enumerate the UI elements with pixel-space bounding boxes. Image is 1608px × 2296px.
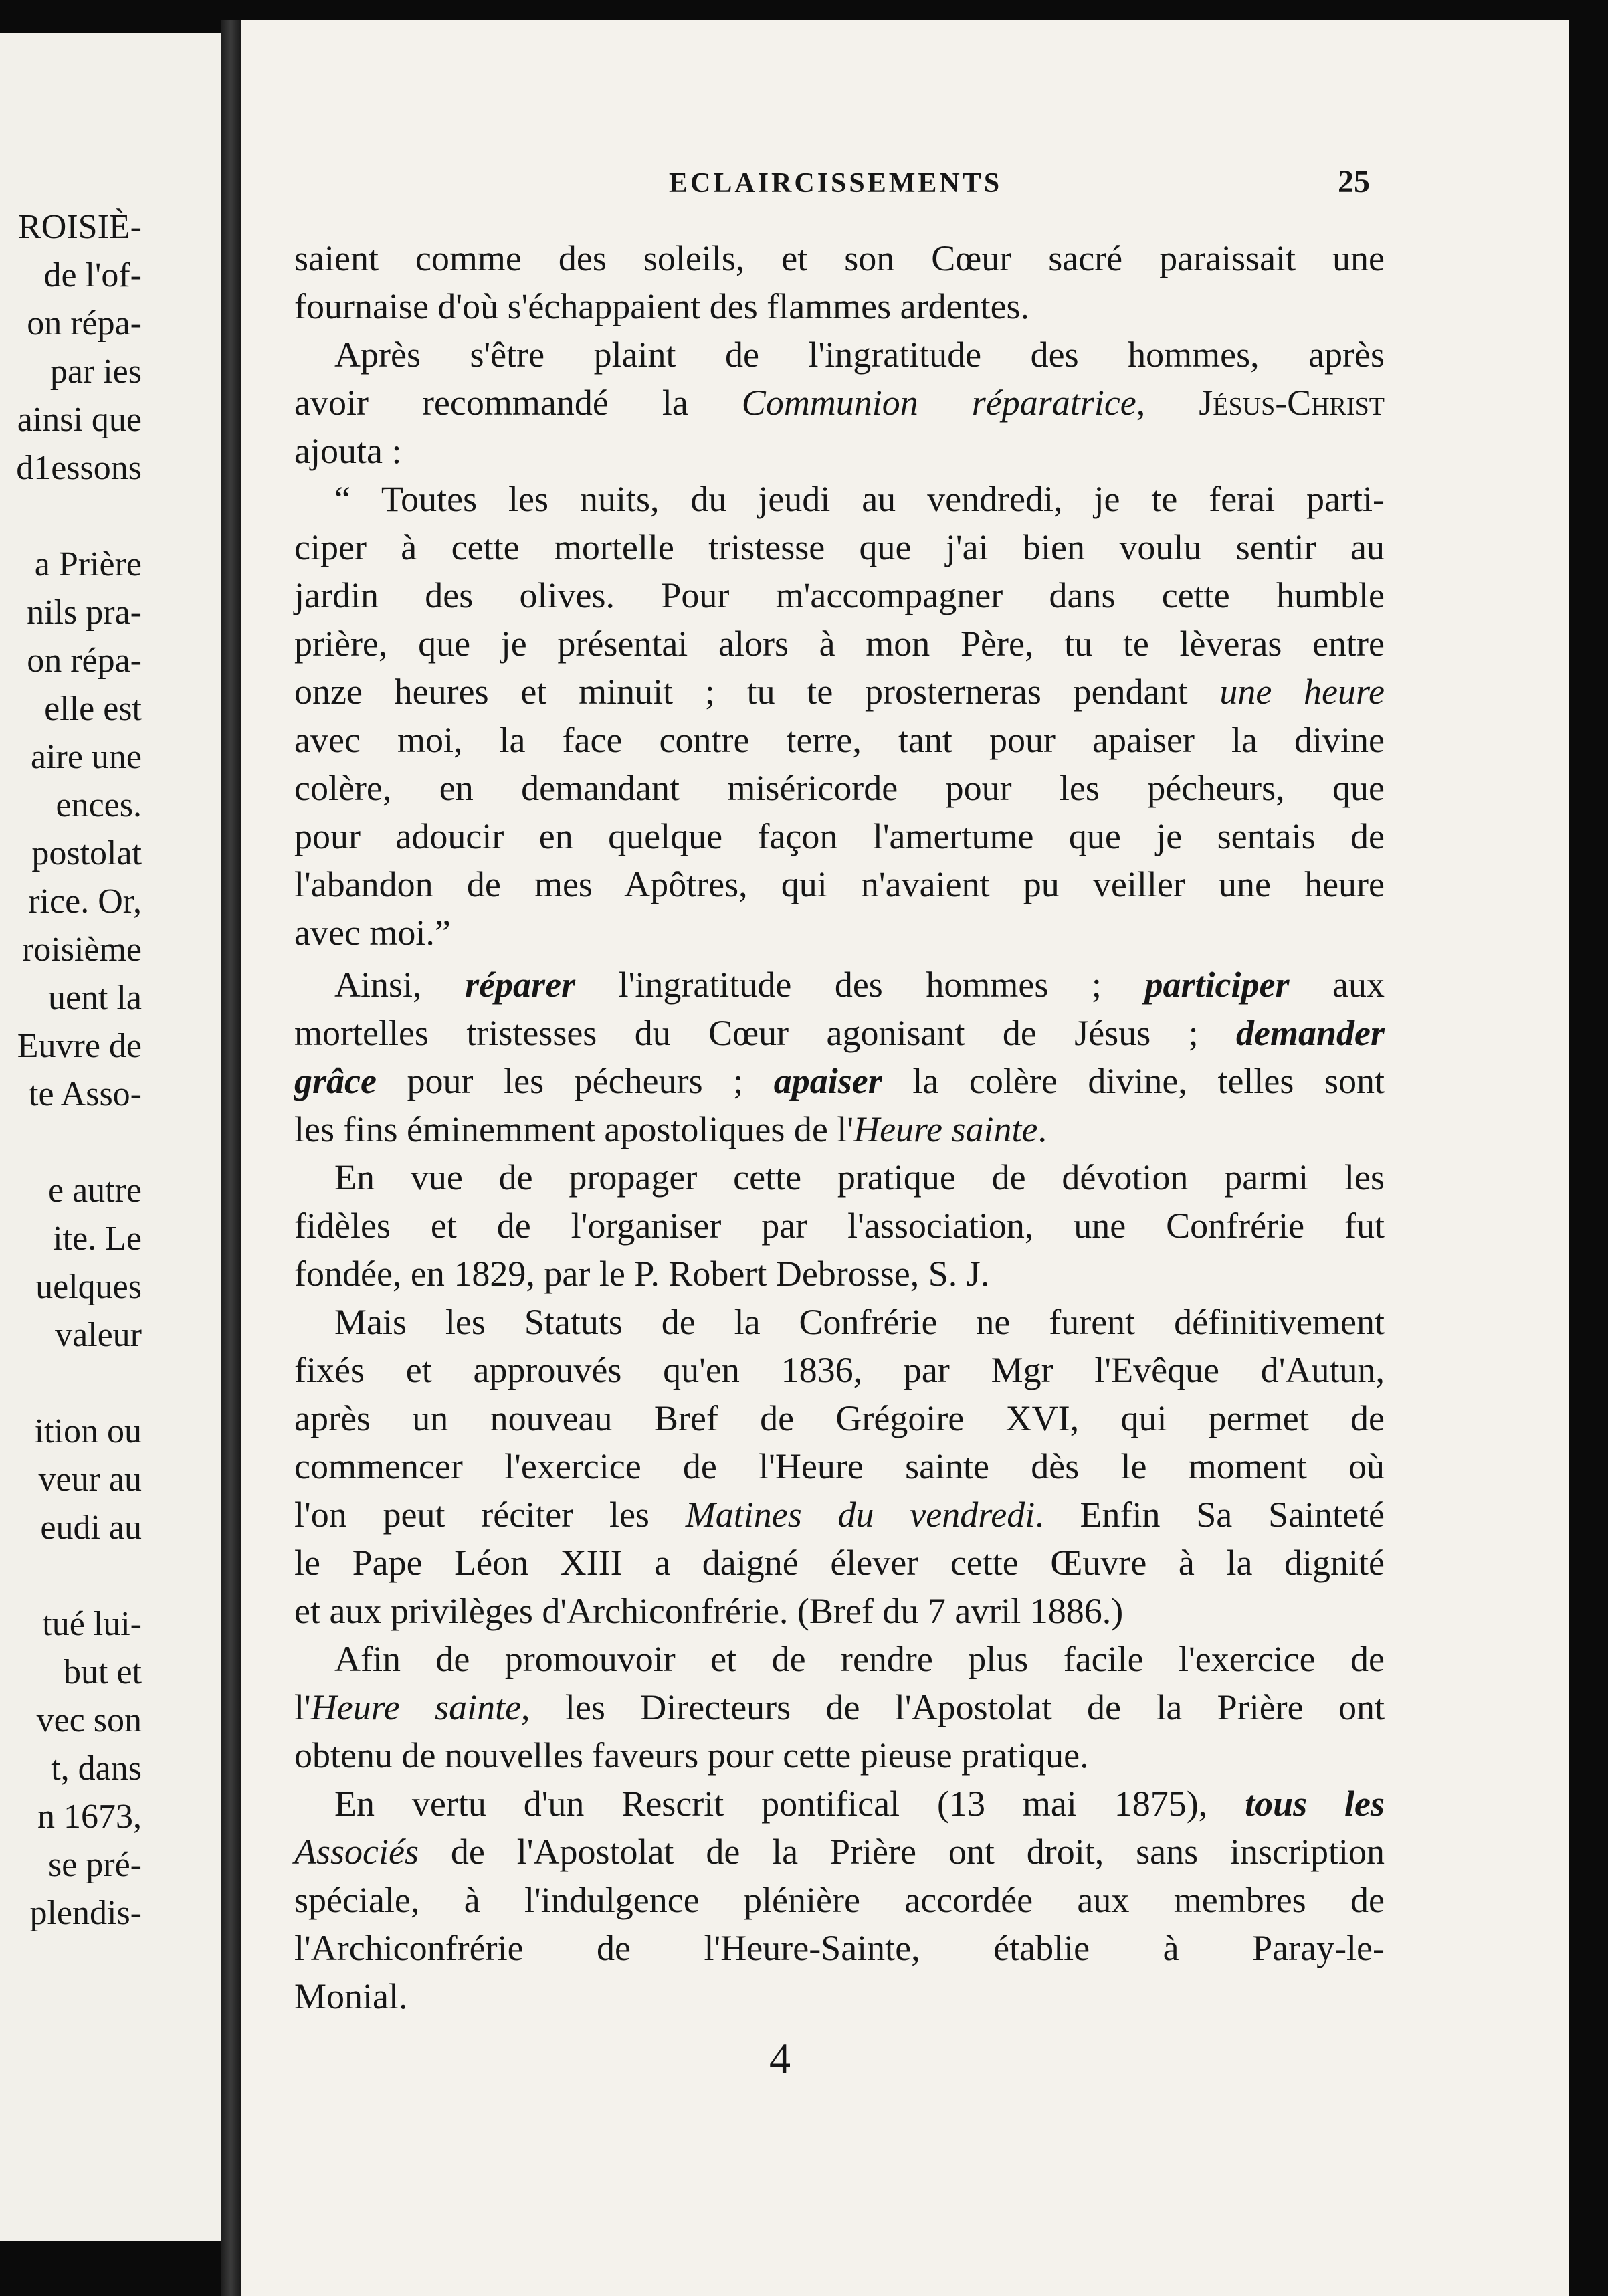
page-number: 25 [1338,164,1370,199]
text-line: les fins éminemment apostoliques de l'Heure sainte. [294,1109,1047,1149]
text-line: le Pape Léon XIII a daigné élever cette Œuvre à la dignité [294,1543,1385,1583]
facing-page-line: se pré- [47,1846,142,1884]
text-line: fournaise d'où s'échappaient des flammes ardentes. [294,286,1030,326]
text-line: Mais les Statuts de la Confrérie ne furent définitivement [334,1302,1385,1342]
facing-page-line: n 1673, [37,1798,142,1836]
text-line: “ Toutes les nuits, du jeudi au vendredi, je te ferai parti- [334,479,1385,519]
facing-page-line: eudi au [40,1509,142,1547]
facing-page-line: ences. [56,786,142,824]
facing-page-line: de l'of- [43,256,142,294]
facing-page-line: elle est [44,690,142,728]
facing-page-line: te Asso- [29,1075,142,1113]
text-line: grâce pour les pécheurs ; apaiser la colère divine, telles sont [294,1061,1385,1101]
facing-page-line: d1essons [16,449,142,487]
facing-page-line: nils pra- [27,593,142,632]
text-line: l'abandon de mes Apôtres, qui n'avaient pu veiller une heure [294,864,1385,904]
text-line: saient comme des soleils, et son Cœur sacré paraissait une [294,238,1385,278]
facing-page-line: rice. Or, [28,882,142,921]
facing-page-line: par ies [49,353,142,391]
text-line: En vue de propager cette pratique de dévotion parmi les [334,1157,1385,1198]
text-line: jardin des olives. Pour m'accompagner dans cette humble [294,575,1385,615]
text-line: mortelles tristesses du Cœur agonisant de Jésus ; demander [294,1013,1385,1053]
text-line: onze heures et minuit ; tu te prosterneras pendant une heure [294,672,1385,712]
text-line: fidèles et de l'organiser par l'association, une Confrérie fut [294,1206,1385,1246]
text-line: ciper à cette mortelle tristesse que j'ai bien voulu sentir au [294,527,1385,567]
body-text [294,234,1385,2020]
facing-page-line: vec son [36,1701,142,1739]
text-line: ajouta : [294,431,402,471]
text-line: Ainsi, réparer l'ingratitude des hommes ; participer aux [334,965,1385,1005]
text-line: pour adoucir en quelque façon l'amertume que je sentais de [294,816,1385,856]
facing-page-line: ite. Le [53,1220,142,1258]
facing-page-line: veur au [38,1460,142,1499]
text-line: Afin de promouvoir et de rendre plus facile l'exercice de [334,1639,1385,1679]
facing-page-line: ainsi que [17,401,142,439]
facing-page-line: valeur [55,1316,142,1354]
facing-page-line: on répa- [27,642,142,680]
text-line: Monial. [294,1976,408,2016]
text-line: l'Heure sainte, les Directeurs de l'Apostolat de la Prière ont [294,1687,1385,1727]
facing-page-line: ition ou [34,1412,142,1450]
text-line: avoir recommandé la Communion réparatrice, Jésus-Christ [294,383,1385,423]
facing-page-fragment [0,33,221,2241]
facing-page-line: uent la [47,979,142,1017]
facing-page-line: postolat [31,834,142,872]
text-line: prière, que je présentai alors à mon Père, tu te lèveras entre [294,624,1385,664]
facing-page-line: tué lui- [42,1605,142,1643]
facing-page-line: uelques [35,1268,142,1306]
facing-page-line: roisième [21,931,142,969]
facing-page-line: e autre [47,1171,142,1210]
facing-page-line: plendis- [29,1894,142,1932]
text-line: avec moi, la face contre terre, tant pour apaiser la divine [294,720,1385,760]
facing-page-line: t, dans [51,1749,142,1788]
text-line: et aux privilèges d'Archiconfrérie. (Bref du 7 avril 1886.) [294,1591,1124,1631]
signature-mark: 4 [769,2034,791,2082]
text-line: avec moi.” [294,913,451,953]
text-line: fixés et approuvés qu'en 1836, par Mgr l'Evêque d'Autun, [294,1350,1385,1390]
facing-page-line: but et [64,1653,142,1691]
text-line: fondée, en 1829, par le P. Robert Debrosse, S. J. [294,1254,990,1294]
text-line: l'on peut réciter les Matines du vendredi. Enfin Sa Sainteté [294,1495,1385,1535]
text-line: colère, en demandant miséricorde pour les pécheurs, que [294,768,1385,808]
facing-page-line: a Prière [34,545,142,583]
text-line: Après s'être plaint de l'ingratitude des hommes, après [334,334,1385,375]
facing-page-line: on répa- [27,304,142,343]
book-gutter [221,20,241,2296]
text-line: obtenu de nouvelles faveurs pour cette pieuse pratique. [294,1735,1089,1776]
text-line: commencer l'exercice de l'Heure sainte dès le moment où [294,1446,1385,1487]
facing-page-line: ROISIÈ- [18,208,142,246]
facing-page-line: Euvre de [17,1027,142,1065]
text-line: après un nouveau Bref de Grégoire XVI, qui permet de [294,1398,1385,1438]
text-line: Associés de l'Apostolat de la Prière ont droit, sans inscription [294,1832,1385,1872]
running-head: ECLAIRCISSEMENTS [669,168,1003,199]
text-line: l'Archiconfrérie de l'Heure-Sainte, établie à Paray-le- [294,1928,1385,1968]
text-line: En vertu d'un Rescrit pontifical (13 mai 1875), tous les [334,1784,1385,1824]
book-page [241,20,1569,2296]
facing-page-line: aire une [30,738,142,776]
text-line: spéciale, à l'indulgence plénière accordée aux membres de [294,1880,1385,1920]
